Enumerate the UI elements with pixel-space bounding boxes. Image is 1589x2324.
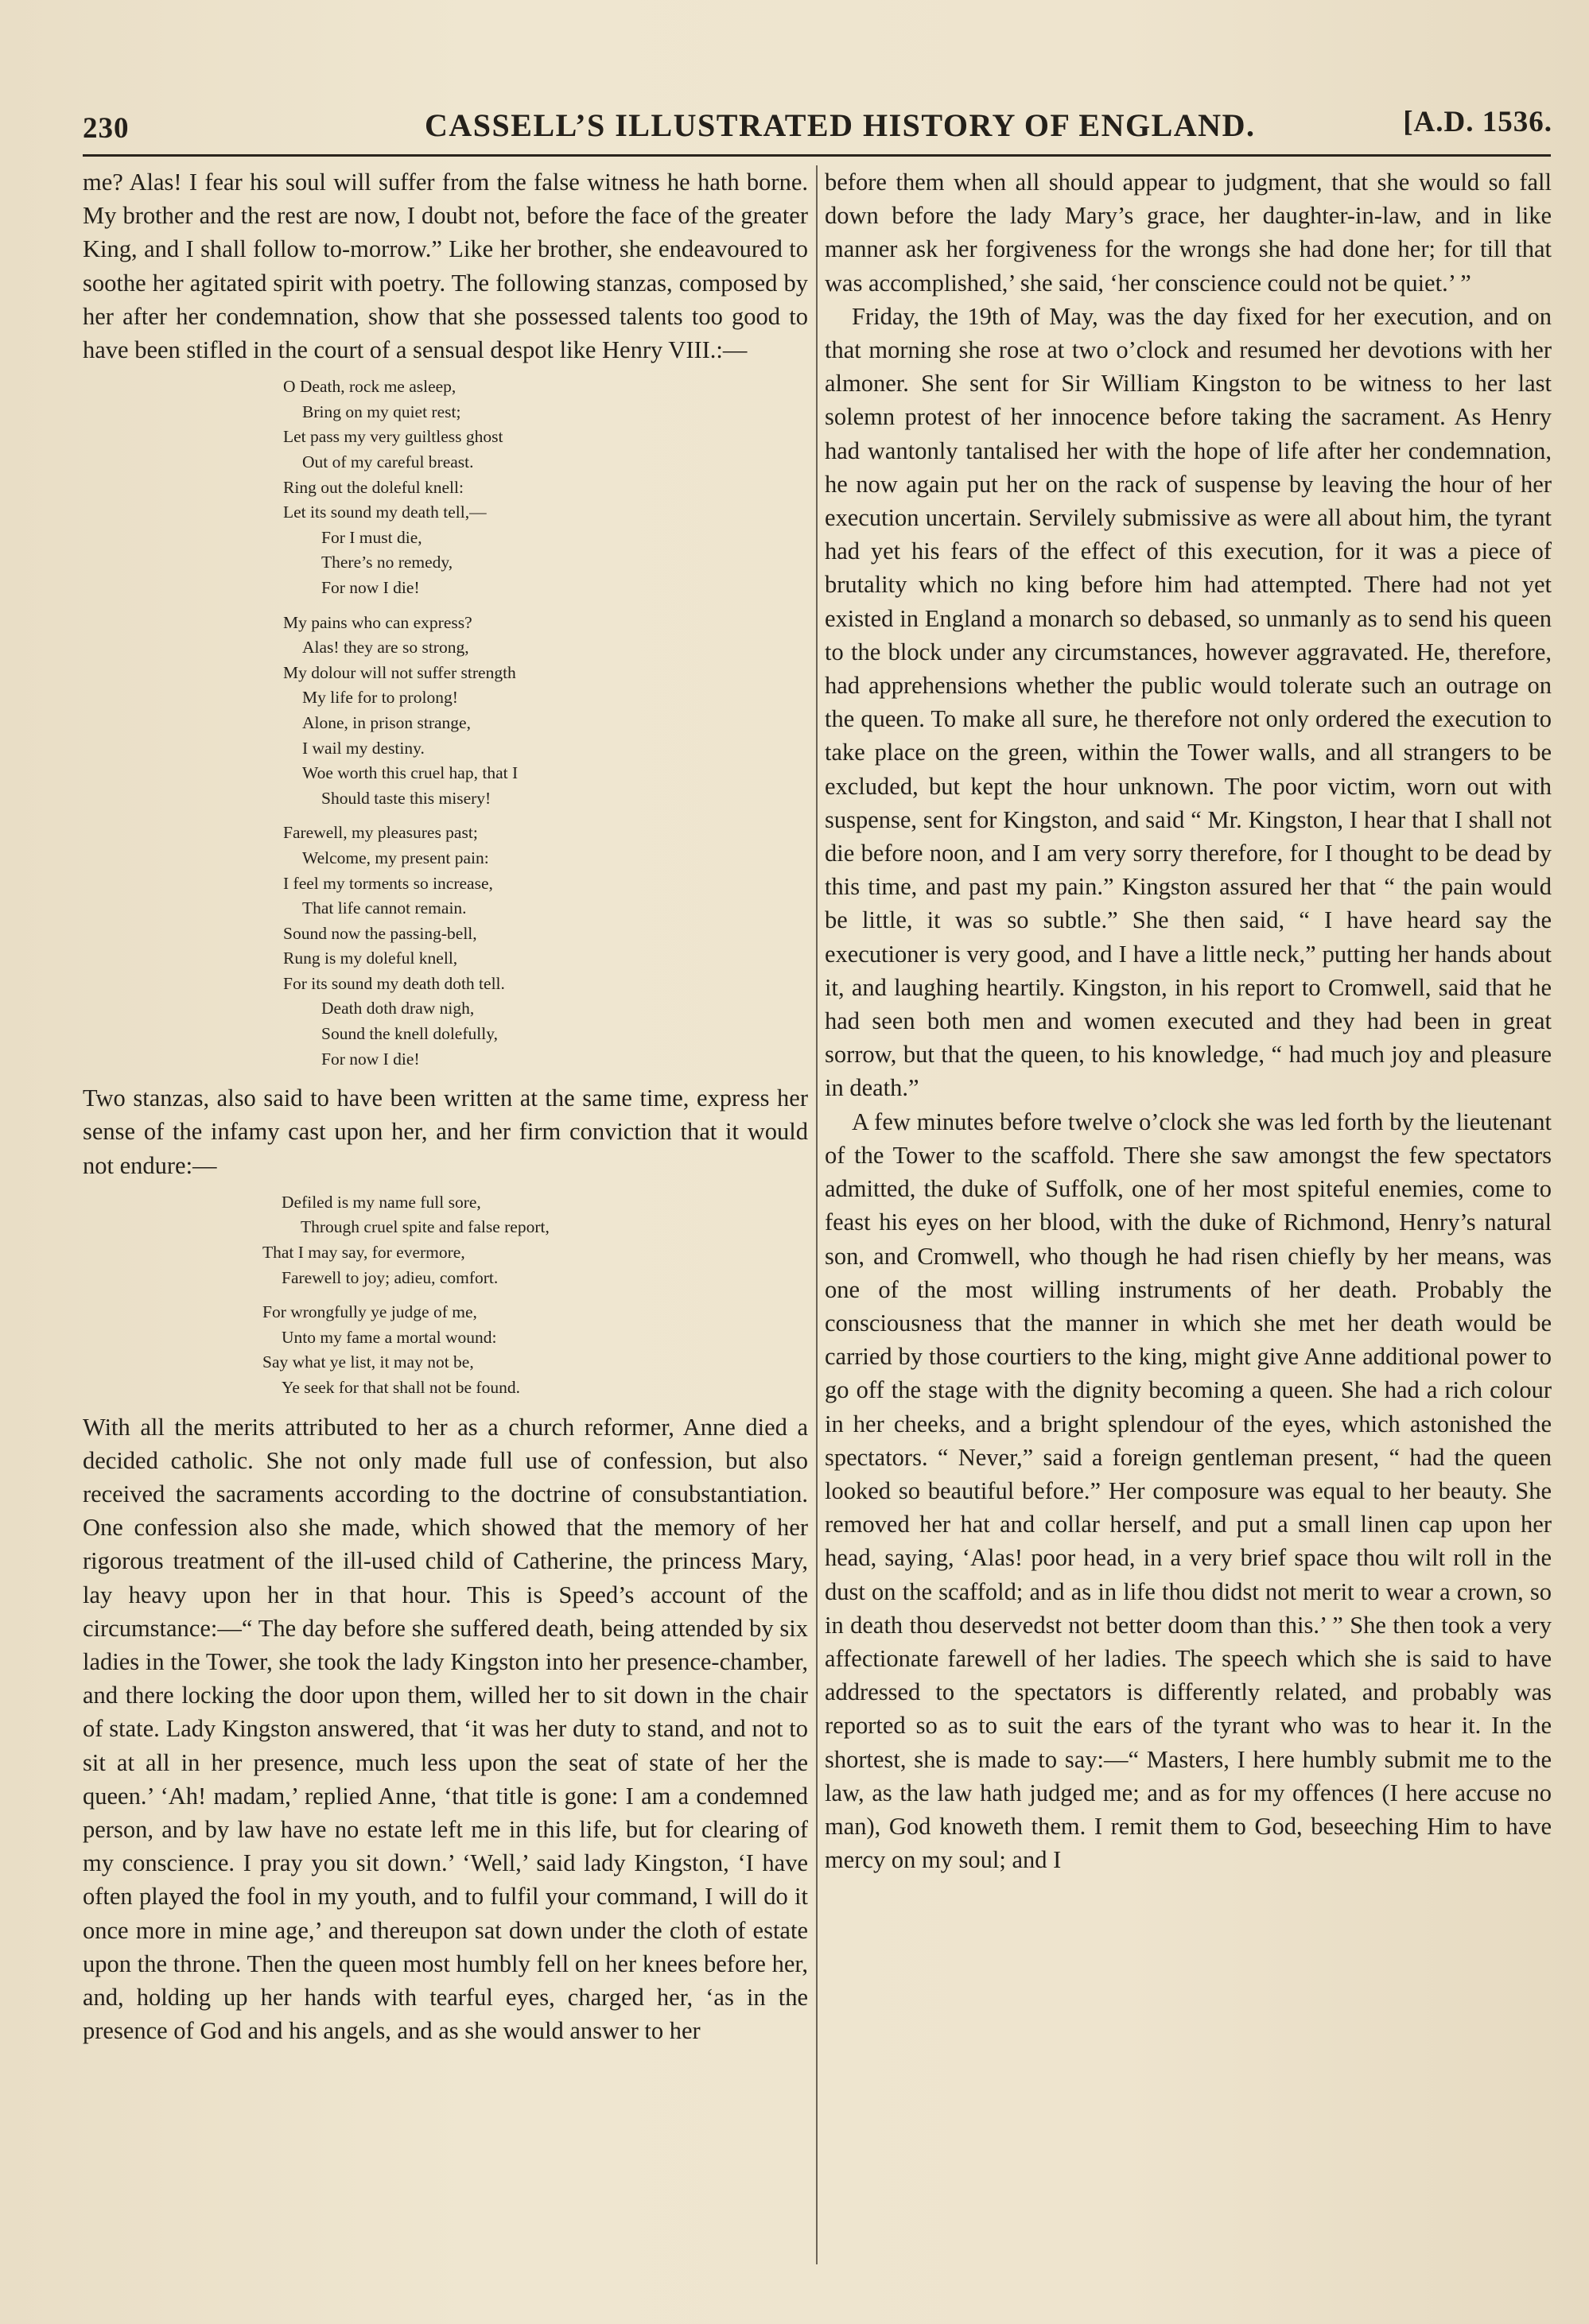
poem-line: My pains who can express? [283,612,472,632]
paragraph: before them when all should appear to judgment, that she would so fall down before the lady Mary’s grace, her daughter-in-law, and in like manner ask her forgiveness for the wrongs she had done her; for till that was accomplished,’ she said, ‘her conscience could not be quiet.’ ” [825,169,1552,297]
poem-stanza [283,374,808,600]
header-rule [83,154,1551,157]
poem-line: I feel my torments so increase, [283,873,493,893]
poem-line: For I must die, [321,527,422,547]
poem-line: Defiled is my name full sore, [282,1192,481,1212]
poem-line: Alone, in prison strange, [302,712,471,732]
poem-line: Let its sound my death tell,— [283,502,487,522]
left-column [83,165,808,2047]
poem-line: Through cruel spite and false report, [301,1217,550,1237]
paragraph: Two stanzas, also said to have been written at the same time, express her sense of the infamy cast upon her, and her firm conviction that it would not endure:— [83,1084,808,1179]
poem-line: Ye seek for that shall not be found. [282,1378,520,1398]
poem-line: Farewell to joy; adieu, comfort. [282,1267,499,1287]
poem-line: O Death, rock me asleep, [283,377,456,397]
poem-line: Sound now the passing-bell, [283,923,477,943]
poem-line: I wail my destiny. [302,738,425,758]
poem-line: Let pass my very guiltless ghost [283,427,503,447]
paragraph: me? Alas! I fear his soul will suffer from the false witness he hath borne. My brother and the rest are now, I doubt not, before the face of the greater King, and I shall follow to-morrow.” Like her brother, she endeavoured to soothe her agitated spirit with poetry. The following stanzas, composed by her after her condemnation, show that she possessed talents too good to have been stifled in the court of a sensual despot like Henry VIII.:— [83,169,808,364]
poem-line: There’s no remedy, [321,553,453,572]
poem-stanza [262,1190,808,1290]
poem-line: Rung is my doleful knell, [283,949,458,968]
right-column [825,165,1552,1876]
running-date: [A.D. 1536. [1403,106,1552,138]
poem-line: Farewell, my pleasures past; [283,823,478,843]
poem-line: Bring on my quiet rest; [302,402,461,421]
poem-line: For now I die! [321,1049,420,1069]
paragraph: With all the merits attributed to her as a church reformer, Anne died a decided catholic. She not only made full use of confession, but also received the sacraments according to the doctrine of consubstantiation. One confession also she made, which showed that the memory of her rigorous treatment of the ill-used child of Catherine, the princess Mary, lay heavy upon her in that hour. This is Speed’s account of the circumstance:—“ The day before she suffered death, being attended by six ladies in the Tower, she took the lady Kingston into her presence-chamber, and there locking the door upon them, willed her to sit down in the chair of state. Lady Kingston answered, that ‘it was her duty to stand, and not to sit at all in her presence, much less upon the seat of state of her the queen.’ ‘Ah! madam,’ replied Anne, ‘that title is gone: I am a condemned person, and by law have no estate left me in this life, but for clearing of my conscience. I pray you sit down.’ ‘Well,’ said lady Kingston, ‘I have often played the fool in my youth, and to fulfil your command, I will do it once more in mine age,’ and thereupon sat down under the cloth of estate upon the throne. Then the queen most humbly fell on her knees before her, and, holding up her hands with tearful eyes, charged her, ‘as in the presence of God and his angels, and as she would answer to her [83,1413,808,2045]
running-title: CASSELL’S ILLUSTRATED HISTORY OF ENGLAND. [425,107,1256,143]
poem-stanza [283,611,808,812]
poem-line: My life for to prolong! [302,688,458,708]
poem-line: Ring out the doleful knell: [283,477,464,497]
column-divider [816,165,818,2264]
poem-line: Sound the knell dolefully, [321,1024,498,1044]
page-number: 230 [83,112,130,145]
poem-line: Say what ye list, it may not be, [262,1352,474,1372]
poem-line: Alas! they are so strong, [302,638,469,658]
poem-line: For its sound my death doth tell. [283,973,505,993]
poem-line: Should taste this misery! [321,788,491,808]
poem-line: That I may say, for evermore, [262,1243,465,1263]
poem-line: Welcome, my present pain: [302,848,489,867]
poem-o-death [83,374,808,1072]
poem-line: Unto my fame a mortal wound: [282,1327,497,1347]
poem-stanza [262,1300,808,1400]
paragraph: A few minutes before twelve o’clock she was led forth by the lieutenant of the Tower to the scaffold. There she saw amongst the few spectators admitted, the duke of Suffolk, one of her most spiteful enemies, come to feast his eyes on her blood, with the duke of Richmond, Henry’s natural son, and Cromwell, who though he had risen chiefly by her means, was one of the most willing instruments of her death. Probably the consciousness that the manner in which she met her death would be carried by those courtiers to the king, might give Anne additional power to go off the stage with the dignity becoming a queen. She had a rich colour in her cheeks, and a bright splendour of the eyes, which astonished the spectators. “ Never,” said a foreign gentleman present, “ had the queen looked so beautiful before.” Her composure was equal to her beauty. She removed her hat and collar herself, and put a small linen cap upon her head, saying, ‘Alas! poor head, in a very brief space thou wilt roll in the dust on the scaffold; and as in life thou didst not merit to wear a crown, so in death thou deservedst not better doom than this.’ ” She then took a very affectionate farewell of her ladies. The speech which she is said to have addressed to the spectators is differently related, and probably was reported so as to suit the ears of the tyrant who was to hear it. In the shortest, she is made to say:—“ Masters, I here humbly submit me to the law, as the law hath judged me; and as for my offences (I here accuse no man), God knoweth them. I remit them to God, beseeching Him to have mercy on my soul; and I [825,1108,1552,1874]
poem-line: For now I die! [321,577,420,597]
poem-line: That life cannot remain. [302,898,467,918]
poem-line: Death doth draw nigh, [321,999,475,1018]
running-header [83,105,1556,146]
paragraph: Friday, the 19th of May, was the day fixed for her execution, and on that morning she rose at two o’clock and resumed her devotions with her almoner. She sent for Sir William Kingston to be witness to her last solemn protest of her innocence before taking the sacrament. As Henry had wantonly tantalised her with the hope of life after her condemnation, he now again put her on the rack of suspense by leaving the hour of her execution uncertain. Servilely submissive as were all about him, the tyrant had yet his fears of the effect of this execution, for it was a piece of brutality which no king before him had attempted. There had not yet existed in England a monarch so debased, so unmanly as to send his queen to the block under any circumstances, however aggravated. He, therefore, had apprehensions whether the public would tolerate such an outrage on the queen. To make all sure, he therefore not only ordered the execution to take place on the green, within the Tower walls, and all strangers to be excluded, but kept the hour unknown. The poor victim, worn out with suspense, sent for Kingston, and said “ Mr. Kingston, I hear that I shall not die before noon, and I am very sorry therefore, for I thought to be dead by this time, and past my pain.” Kingston assured her that “ the pain would be little, it was so subtle.” She then said, “ I have heard say the executioner is very good, and I have a little neck,” putting her hands about it, and laughing heartily. Kingston, in his report to Cromwell, said that he had seen both men and women executed and they had been in great sorrow, but that the queen, to his knowledge, “ had much joy and pleasure in death.” [825,302,1552,1102]
poem-defiled [83,1190,808,1401]
poem-line: For wrongfully ye judge of me, [262,1302,477,1322]
poem-line: My dolour will not suffer strength [283,662,516,682]
poem-stanza [283,821,808,1072]
poem-line: Woe worth this cruel hap, that I [302,763,519,783]
poem-line: Out of my careful breast. [302,452,474,471]
